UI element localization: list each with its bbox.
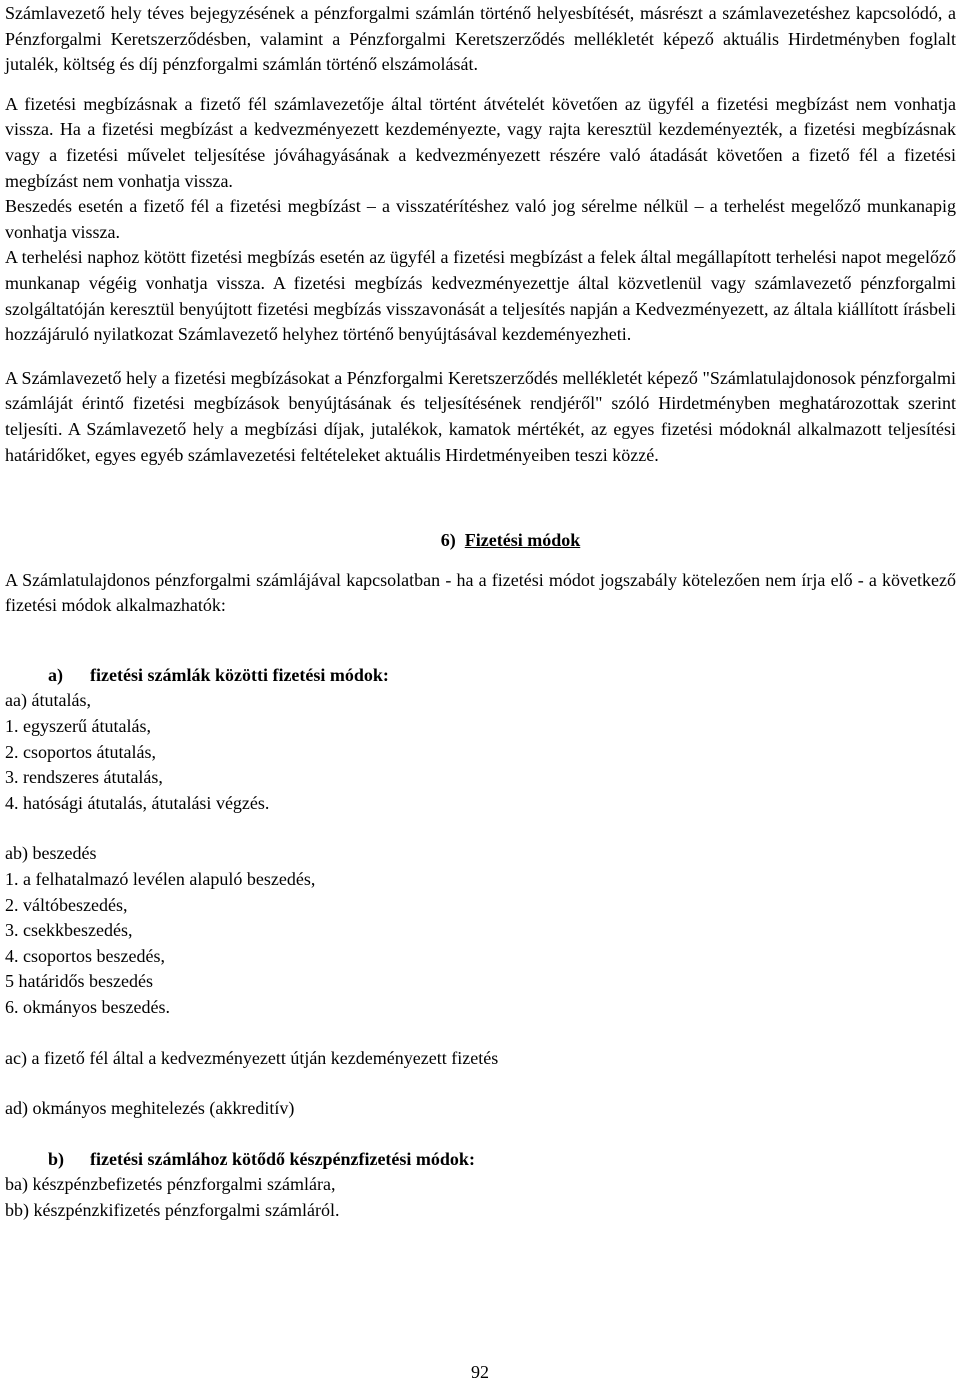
subheading-b-title: fizetési számlához kötődő készpénzfizetési módok: [90,1148,475,1169]
section-heading [5,528,956,554]
subheading-b-letter: b) [48,1148,65,1169]
document-page [5,1,956,1224]
paragraph-revocation: A fizetési megbízásnak a fizető fél számlavezetője által történt átvételét követően az ügyfél a fizetési megbízást nem vonhatja vissza. Ha a fizetési megbízást a kedvezményezett kezdeményezte, vagy rajta keresztül kezdeményezték, a fizetési megbízásnak vagy a fizetési művelet teljesítése jóváhagyásának a kedvezményezett részére való átadását követően a fizető fél a fizetési megbízást nem vonhatja vissza. [5,93,956,191]
paragraph-collection-revocation: Beszedés esetén a fizető fél a fizetési megbízást – a visszatérítéshez való jog sérelme nélkül – a terhelést megelőző munkanapig vonhatja vissza. [5,196,956,242]
list-item: 3. rendszeres átutalás, [5,767,163,788]
ad-item: ad) okmányos meghitelezés (akkreditív) [5,1098,295,1119]
list-item: 3. csekkbeszedés, [5,920,133,941]
list-item: 4. hatósági átutalás, átutalási végzés. [5,792,270,813]
list-item: 1. egyszerű átutalás, [5,716,151,737]
paragraph-debit-date: A terhelési naphoz kötött fizetési megbízás esetén az ügyfél a fizetési megbízást a felek által megállapított terhelési napot megelőző munkanap végéig vonhatja vissza. A fizetési megbízás kedvezményezettje által közvetlenül vagy számlavezető pénzforgalmi szolgáltatóján keresztül benyújtott fizetési megbízás visszavonását a teljesítés napján a Kedvezményezett, az általa kiállított írásbeli hozzájáruló nyilatkozat Számlavezető helyhez történő benyújtásával kezdeményezheti. [5,247,956,345]
ab-title: ab) beszedés [5,843,97,864]
paragraph-execution: A Számlavezető hely a fizetési megbízásokat a Pénzforgalmi Keretszerződés mellékletét képező "Számlatulajdonosok pénzforgalmi számláját érintő fizetési megbízások benyújtásának és teljesítésének rendjéről" szóló Hirdetményben meghatározottak szerint teljesíti. A Számlavezető hely a megbízási díjak, jutalékok, kamatok mértékét, az egyes fizetési módoknál alkalmazott teljesítési határidőket, egyes egyéb számlavezetési feltételeket aktuális Hirdetményeiben teszi közzé. [5,367,956,465]
list-item: 2. váltóbeszedés, [5,894,128,915]
list-item: bb) készpénzkifizetés pénzforgalmi számláról. [5,1199,340,1220]
list-item: 2. csoportos átutalás, [5,741,156,762]
aa-title: aa) átutalás, [5,690,91,711]
section-number: 6) [440,530,456,551]
list-item: ba) készpénzbefizetés pénzforgalmi számlára, [5,1174,336,1195]
subheading-a [5,663,956,689]
list-item: 6. okmányos beszedés. [5,997,170,1017]
list-item: 5 határidős beszedés [5,971,153,992]
list-item: 1. a felhatalmazó levélen alapuló beszedés, [5,869,316,890]
subheading-a-title: fizetési számlák közötti fizetési módok: [90,664,389,685]
list-item: 4. csoportos beszedés, [5,945,165,966]
page-number: 92 [471,1362,489,1382]
subheading-b [5,1147,956,1173]
ac-item: ac) a fizető fél által a kedvezményezett útján kezdeményezett fizetés [5,1047,499,1068]
section-intro: A Számlatulajdonos pénzforgalmi számlájával kapcsolatban - ha a fizetési módot jogszabály kötelezően nem írja elő - a következő fizetési módok alkalmazhatók: [5,569,956,616]
subheading-a-letter: a) [48,664,63,685]
paragraph-accounting: Számlavezető hely téves bejegyzésének a pénzforgalmi számlán történő helyesbítését, másrészt a számlavezetéshez kapcsolódó, a Pénzforgalmi Keretszerződésben, valamint a Pénzforgalmi Keretszerződés mellékletét képező aktuális Hirdetményben foglalt jutalék, költség és díj pénzforgalmi számlán történő elszámolását. [5,3,956,75]
section-title: Fizetési módok [464,530,581,551]
